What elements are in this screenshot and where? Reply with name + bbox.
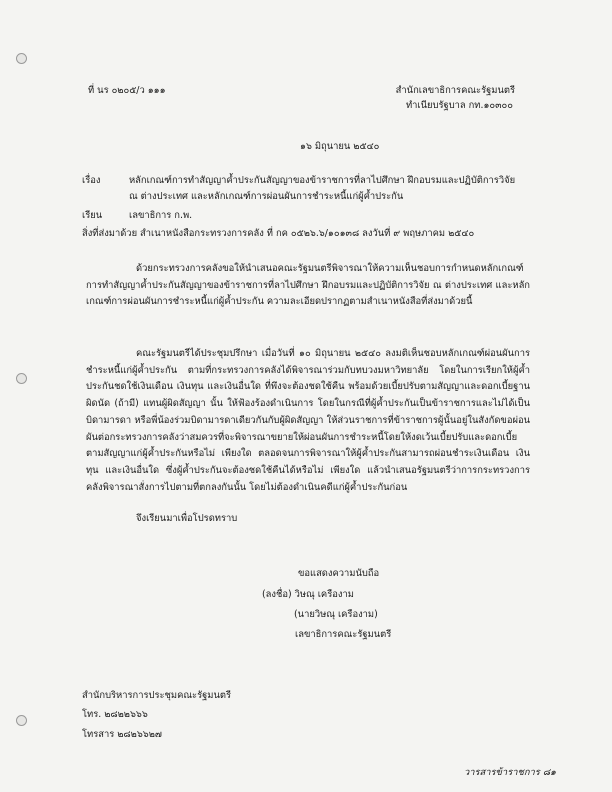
footer-phone: โทร. ๒๘๒๒๖๖๖	[82, 709, 148, 720]
document-number: ที่ นร ๐๒๐๕/ว ๑๑๑	[88, 85, 166, 96]
binder-hole	[16, 53, 27, 64]
body-paragraph-2: คณะรัฐมนตรีได้ประชุมปรึกษา เมื่อวันที่ ๑๐ มิถุนายน ๒๕๔๐ ลงมติเห็นชอบหลักเกณฑ์ผ่อนผันการชำระหนี้แก่ผู้ค้ำประกัน ตามที่กระทรวงการคลังได้พิจารณาร่วมกับทบวงมหาวิทยาลัย โดยในการเรียกให้ผู้ค้ำประกันชดใช้เงินเดือน เงินทุน และเงินอื่นใด ที่พึงจะต้องชดใช้คืน พร้อมด้วยเบี้ยปรับตามสัญญาและดอกเบี้ยฐานผิดนัด (ถ้ามี) แทนผู้ผิดสัญญา นั้น ให้ฟ้องร้องดำเนินการ โดยในกรณีที่ผู้ค้ำประกันเป็นข้าราชการและไม่ได้เป็นบิดามารดา หรือพี่น้องร่วมบิดามารดาเดียวกันกับผู้ผิดสัญญา ให้ส่วนราชการที่ข้าราชการผู้นั้นอยู่ในสังกัดขอผ่อนผันต่อกระทรวงการคลังว่าสมควรที่จะพิจารณาขยายให้ผ่อนผันการชำระหนี้โดยให้งดเว้นเบี้ยปรับและดอกเบี้ยตามสัญญาแก่ผู้ค้ำประกันหรือไม่ เพียงใด ตลอดจนการพิจารณาให้ผู้ค้ำประกันสามารถผ่อนชำระเงินเดือน เงินทุน และเงินอื่นใด ซึ่งผู้ค้ำประกันจะต้องชดใช้คืนได้หรือไม่ เพียงใด แล้วนำเสนอรัฐมนตรีว่าการกระทรวงการคลังพิจารณาสั่งการไปตามที่ตกลงกันนั้น โดยไม่ต้องดำเนินคดีแก่ผู้ค้ำประกันก่อน	[86, 348, 530, 493]
enclosure-reference: สิ่งที่ส่งมาด้วย สำเนาหนังสือกระทรวงการคลัง ที่ กค ๐๕๒๖.๖/๑๐๑๓๘ ลงวันที่ ๙ พฤษภาคม ๒๕๔๐	[82, 228, 475, 239]
binder-hole	[16, 373, 27, 384]
body-paragraph-3: จึงเรียนมาเพื่อโปรดทราบ	[136, 513, 238, 524]
subject-line-1: หลักเกณฑ์การทำสัญญาค้ำประกันสัญญาของข้าราชการที่ลาไปศึกษา ฝึกอบรมและปฏิบัติการวิจัย	[129, 175, 516, 186]
footer-fax: โทรสาร ๒๘๒๖๖๒๗	[82, 729, 162, 740]
issuing-office: สำนักเลขาธิการคณะรัฐมนตรี	[395, 85, 515, 96]
page-label: วารสารข้าราชการ ๘๑	[463, 767, 556, 778]
office-address: ทำเนียบรัฐบาล กท.๑๐๓๐๐	[405, 100, 513, 111]
footer-department: สำนักบริหารการประชุมคณะรัฐมนตรี	[82, 690, 232, 701]
closing-phrase: ขอแสดงความนับถือ	[298, 568, 380, 579]
subject-line-2: ณ ต่างประเทศ และหลักเกณฑ์การผ่อนผันการชำระหนี้แก่ผู้ค้ำประกัน	[129, 191, 404, 202]
body-paragraph-1: ด้วยกระทรวงการคลังขอให้นำเสนอคณะรัฐมนตรีพิจารณาให้ความเห็นชอบการกำหนดหลักเกณฑ์การทำสัญญาค้ำประกันสัญญาของข้าราชการที่ลาไปศึกษา ฝึกอบรมและปฏิบัติการวิจัย ณ ต่างประเทศ และหลักเกณฑ์การผ่อนผันการชำระหนี้แก่ผู้ค้ำประกัน ความละเอียดปรากฏตามสำเนาหนังสือที่ส่งมาด้วยนี้	[86, 263, 530, 308]
signatory-name: (นายวิษณุ เครืองาม)	[294, 609, 378, 620]
recipient: เลขาธิการ ก.พ.	[129, 210, 193, 221]
subject-label: เรื่อง	[82, 175, 101, 186]
signature-line: (ลงชื่อ) วิษณุ เครืองาม	[262, 589, 354, 600]
recipient-label: เรียน	[82, 210, 103, 221]
binder-hole	[16, 715, 27, 726]
signatory-position: เลขาธิการคณะรัฐมนตรี	[295, 629, 392, 640]
document-date: ๑๖ มิถุนายน ๒๕๔๐	[300, 141, 380, 152]
